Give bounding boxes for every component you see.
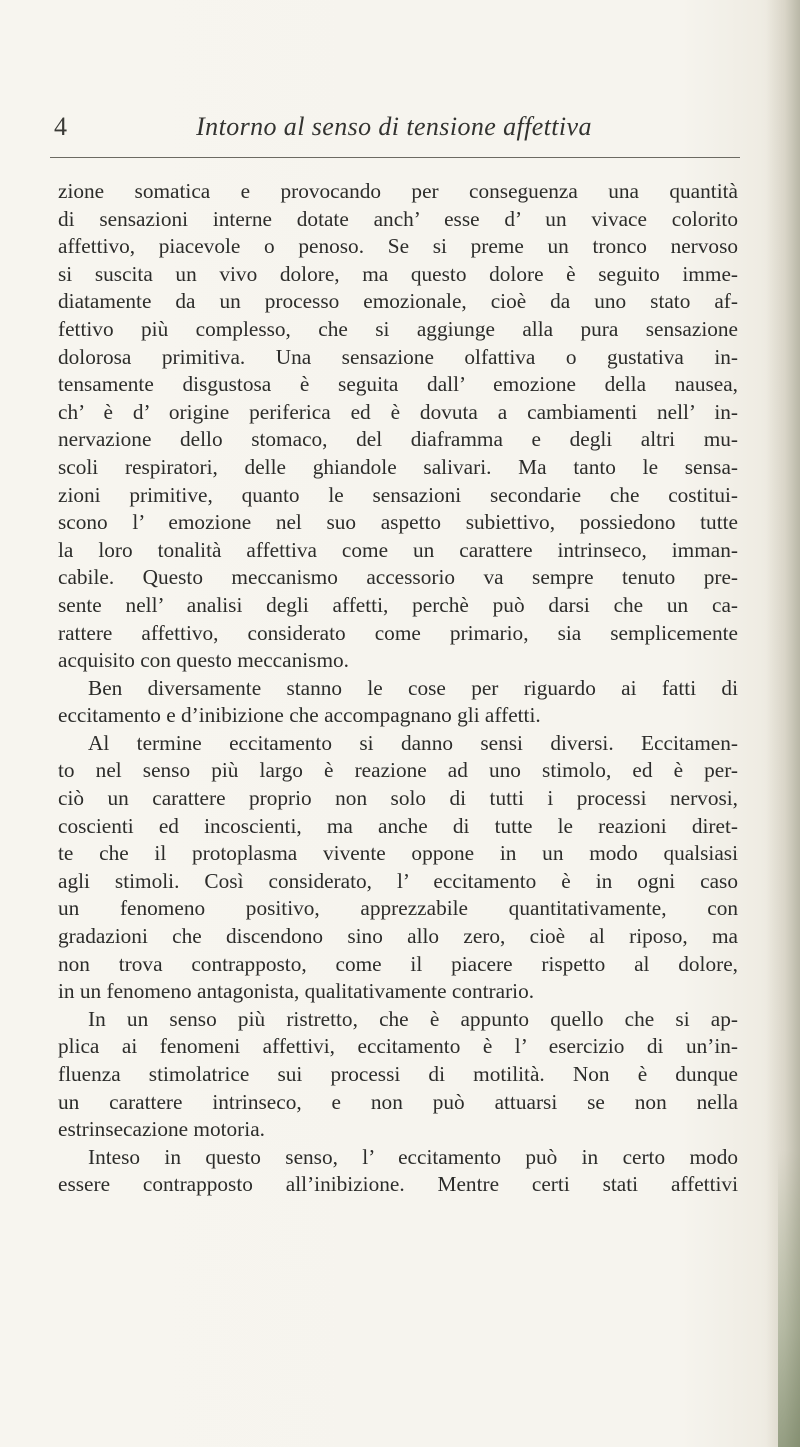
text-line: eccitamento e d’inibizione che accompagnano gli affetti. xyxy=(58,703,541,728)
page-header xyxy=(50,112,740,148)
text-line: fettivo più complesso, che si aggiunge alla pura sensazione xyxy=(58,316,738,341)
text-line: In un senso più ristretto, che è appunto quello che si ap- xyxy=(88,1006,738,1031)
text-line: in un fenomeno antagonista, qualitativamente contrario. xyxy=(58,979,535,1004)
text-line: la loro tonalità affettiva come un carattere intrinseco, imman- xyxy=(58,537,738,562)
text-line: Inteso in questo senso, l’ eccitamento può in certo modo xyxy=(88,1144,738,1169)
text-line: zioni primitive, quanto le sensazioni secondarie che costitui- xyxy=(58,482,738,507)
text-line: to nel senso più largo è reazione ad uno stimolo, ed è per- xyxy=(58,758,738,783)
text-line: agli stimoli. Così considerato, l’ eccitamento è in ogni caso xyxy=(58,868,738,893)
text-line: cabile. Questo meccanismo accessorio va sempre tenuto pre- xyxy=(58,565,738,590)
text-line: sente nell’ analisi degli affetti, perchè può darsi che un ca- xyxy=(58,592,738,617)
text-line: tensamente disgustosa è seguita dall’ emozione della nausea, xyxy=(58,372,738,397)
text-line: scono l’ emozione nel suo aspetto subiettivo, possiedono tutte xyxy=(58,510,738,535)
text-line: scoli respiratori, delle ghiandole salivari. Ma tanto le sensa- xyxy=(58,454,738,479)
text-line: dolorosa primitiva. Una sensazione olfattiva o gustativa in- xyxy=(58,344,738,369)
text-line: Ben diversamente stanno le cose per riguardo ai fatti di xyxy=(88,675,738,700)
text-line: te che il protoplasma vivente oppone in un modo qualsiasi xyxy=(58,841,738,866)
text-line: un fenomeno positivo, apprezzabile quantitativamente, con xyxy=(58,896,738,921)
text-line: si suscita un vivo dolore, ma questo dolore è seguito imme- xyxy=(58,261,738,286)
text-line: nervazione dello stomaco, del diaframma e degli altri mu- xyxy=(58,427,738,452)
text-line: Al termine eccitamento si danno sensi diversi. Eccitamen- xyxy=(88,730,738,755)
text-line: gradazioni che discendono sino allo zero, cioè al riposo, ma xyxy=(58,924,738,949)
text-line: coscienti ed incoscienti, ma anche di tutte le reazioni diret- xyxy=(58,813,738,838)
text-line: un carattere intrinseco, e non può attuarsi se non nella xyxy=(58,1089,738,1114)
text-line: ciò un carattere proprio non solo di tutti i processi nervosi, xyxy=(58,786,738,811)
text-line: estrinsecazione motoria. xyxy=(58,1117,265,1142)
text-line: ch’ è d’ origine periferica ed è dovuta a cambiamenti nell’ in- xyxy=(58,399,738,424)
text-line: zione somatica e provocando per conseguenza una quantità xyxy=(58,179,738,203)
text-line: plica ai fenomeni affettivi, eccitamento è l’ esercizio di un’in- xyxy=(58,1034,738,1059)
text-line: rattere affettivo, considerato come primario, sia semplicemente xyxy=(58,620,738,645)
header-rule xyxy=(50,157,740,158)
text-line: acquisito con questo meccanismo. xyxy=(58,648,349,673)
text-line: essere contrapposto all’inibizione. Mentre certi stati affettivi xyxy=(58,1172,738,1197)
text-line: di sensazioni interne dotate anch’ esse d’ un vivace colorito xyxy=(58,206,738,231)
running-title: Intorno al senso di tensione affettiva xyxy=(196,112,592,141)
text-line: affettivo, piacevole o penoso. Se si preme un tronco nervoso xyxy=(58,234,738,259)
text-line: fluenza stimolatrice sui processi di motilità. Non è dunque xyxy=(58,1062,738,1086)
body-text xyxy=(58,178,738,1199)
page-edge-stain xyxy=(778,1150,800,1447)
text-line: non trova contrapposto, come il piacere rispetto al dolore, xyxy=(58,951,738,976)
page-number: 4 xyxy=(54,112,67,141)
text-line: diatamente da un processo emozionale, cioè da uno stato af- xyxy=(58,289,738,314)
